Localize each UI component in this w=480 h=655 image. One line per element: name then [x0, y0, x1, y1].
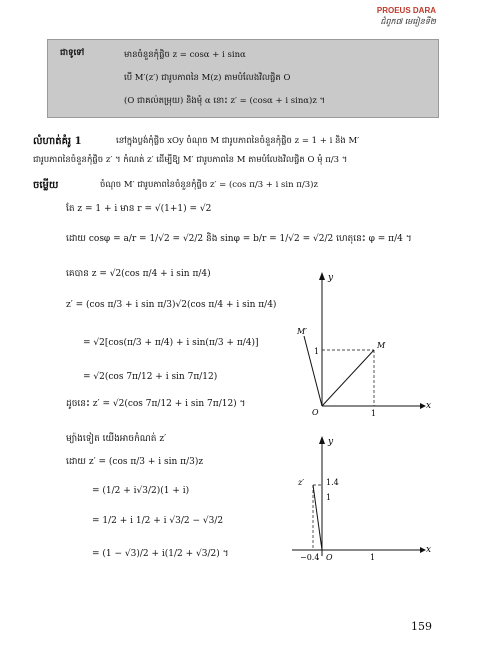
- point-zp-label: z′: [298, 478, 305, 487]
- y-label: y: [328, 437, 334, 447]
- page-number: 159: [411, 620, 432, 633]
- solution-conclusion: ដូចនេះ z′ = √2(cos 7π/12 + i sin 7π/12) ។: [66, 399, 246, 409]
- origin-label: O: [312, 408, 319, 417]
- definition-line3: (O ជាគល់តម្រុយ) និងមុំ α នោះ z′ = (cosα + i sinα)z ។: [124, 96, 326, 106]
- y-one-label: 1: [314, 347, 320, 356]
- solution-line-w4: = (1 − √3)/2 + i(1/2 + √3/2) ។: [92, 549, 229, 559]
- segment-om: [322, 350, 374, 406]
- definition-box: [47, 39, 439, 118]
- solution-line-z: គេបាន z = √2(cos π/4 + i sin π/4): [66, 269, 211, 279]
- y-label: y: [328, 273, 334, 283]
- segment-ozp: [313, 485, 322, 550]
- solution-other-way: ម្យ៉ាងទៀត យើងអាចកំណត់ z′: [66, 434, 167, 444]
- solution-line-zp1: z′ = (cos π/3 + i sin π/3)√2(cos π/4 + i sin π/4): [66, 300, 277, 310]
- example-statement2: ជារូបភាពនៃចំនួនកុំផ្លិច z′ ។ កំណត់ z′ ដើម្បីឱ្យ M′ ជារូបភាពនៃ M តាមបំលែងវិលផ្ចិត O មុំ π/3 ។: [33, 155, 348, 165]
- x-one-label: 1: [371, 409, 377, 418]
- chapter-label: ជំពូក៧ មេរៀនទី២: [380, 17, 436, 26]
- solution-line-w1: ដោយ z′ = (cos π/3 + i sin π/3)z: [66, 457, 204, 467]
- value-neg04-label: −0.4: [300, 553, 320, 562]
- point-mp-label: M′: [297, 327, 308, 336]
- definition-line1: មានចំនួនកុំផ្លិច z = cosα + i sinα: [124, 50, 246, 60]
- point-m-label: M: [377, 341, 386, 350]
- segment-omp: [304, 336, 322, 406]
- y-arrow-icon: [319, 436, 325, 444]
- rotation-graph-1: [282, 268, 432, 418]
- solution-line-zp2: = √2[cos(π/3 + π/4) + i sin(π/3 + π/4)]: [83, 338, 259, 348]
- solution-intro: ចំណុច M′ ជារូបភាពនៃចំនួនកុំផ្លិច z′ = (cos π/3 + i sin π/3)z: [100, 180, 318, 190]
- x-label: x: [426, 545, 432, 555]
- solution-label: ចម្លើយ: [33, 180, 59, 191]
- x-one-label: 1: [370, 553, 376, 562]
- example-statement1: នៅក្នុងប្លង់កុំផ្លិច xOy ចំណុច M ជារូបភាពនៃចំនួនកុំផ្លិច z = 1 + i និង M′: [116, 136, 360, 146]
- example-label: លំហាត់គំរូ 1: [33, 136, 82, 147]
- origin-label: O: [326, 553, 333, 562]
- value-14-label: 1.4: [326, 478, 339, 487]
- rotation-graph-2: [282, 432, 432, 567]
- solution-line-w3: = 1/2 + i 1/2 + i √3/2 − √3/2: [92, 516, 224, 526]
- y-arrow-icon: [319, 272, 325, 280]
- solution-line-phi: ដោយ cosφ = a/r = 1/√2 = √2/2 និង sinφ = b/r = 1/√2 = √2/2 ហេតុនេះ φ = π/4 ។: [66, 234, 412, 244]
- definition-line2: បើ M′(z′) ជារូបភាពនៃ M(z) តាមបំលែងវិលផ្ចិត O: [124, 73, 291, 83]
- solution-line-zp3: = √2(cos 7π/12 + i sin 7π/12): [83, 372, 218, 382]
- brand-label: PROEUS DARA: [376, 6, 436, 15]
- definition-keyword: ជាទូទៅ: [60, 48, 85, 58]
- solution-line-w2: = (1/2 + i√3/2)(1 + i): [92, 486, 190, 496]
- x-label: x: [426, 401, 432, 411]
- y-one-label: 1: [326, 493, 332, 502]
- solution-line-r: តែ z = 1 + i មាន r = √(1+1) = √2: [66, 204, 212, 214]
